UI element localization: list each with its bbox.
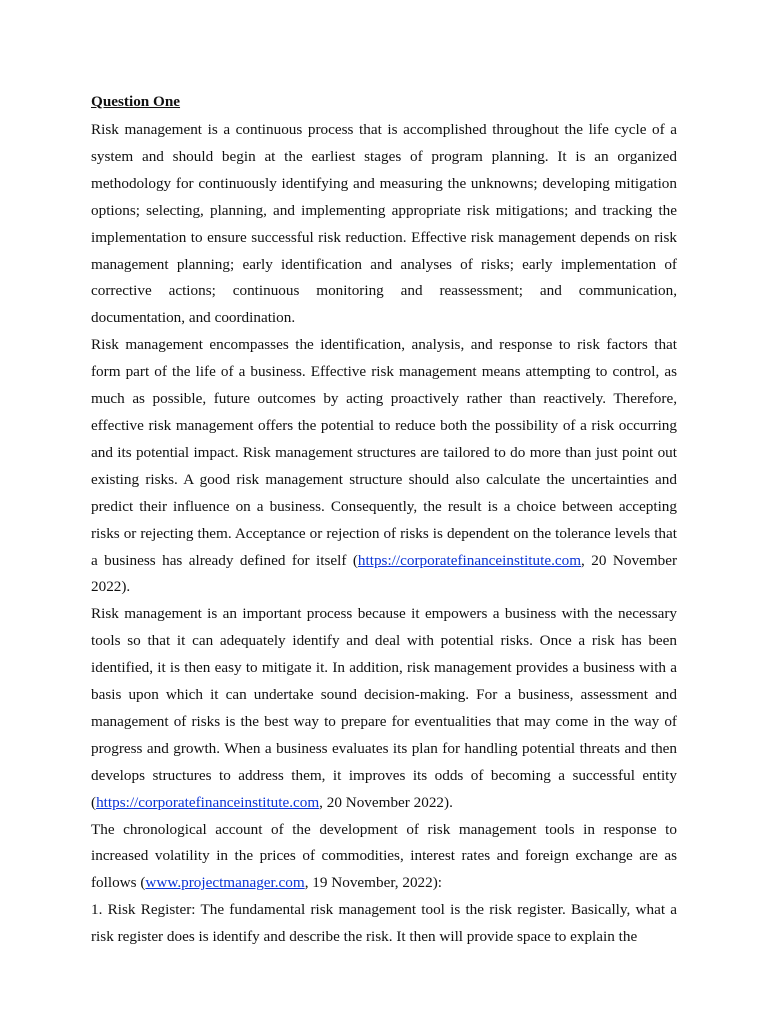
- paragraph-chronological-account: [91, 817, 677, 898]
- paragraph-text: Risk management is a continuous process that is accomplished throughout the life cycle of a system and should begin at the earliest stages of program planning. It is an organized methodology for continuously identifying and measuring the unknowns; developing mitigation options; selecting, planning, and implementing appropriate risk mitigations; and tracking the implementation to ensure successful risk reduction. Effective risk management depends on risk management planning; early identification and analyses of risks; early implementation of corrective actions; continuous monitoring and reassessment; and communication, documentation, and coordination.: [91, 121, 677, 327]
- paragraph-text: Risk management is an important process because it empowers a business with the necessary tools so that it can adequately identify and deal with potential risks. Once a risk has been identified, it is then easy to mitigate it. In addition, risk management provides a business with a basis upon which it can undertake sound decision-making. For a business, assessment and management of risks is the best way to prepare for eventualities that may come in the way of progress and growth. When a business evaluates its plan for handling potential threats and then develops structures to address them, it improves its odds of becoming a successful entity (: [91, 605, 677, 811]
- document-page: [91, 91, 677, 951]
- paragraph-risk-encompasses: [91, 332, 677, 601]
- paragraph-text: 1. Risk Register: The fundamental risk management tool is the risk register. Basically, what a risk register does is identify and describe the risk. It then will provide space to explain the: [91, 901, 677, 946]
- paragraph-text: The chronological account of the development of risk management tools in response to increased volatility in the prices of commodities, interest rates and foreign exchange are as follows (: [91, 820, 677, 892]
- paragraph-risk-definition: [91, 117, 677, 332]
- paragraph-text: , 20 November 2022).: [319, 793, 453, 811]
- paragraph-text: , 20 November 2022).: [91, 551, 677, 596]
- paragraph-risk-importance: [91, 601, 677, 816]
- question-heading: Question One: [91, 93, 181, 110]
- paragraph-text: , 19 November, 2022):: [304, 874, 443, 892]
- citation-link-cfi[interactable]: https://corporatefinanceinstitute.com: [96, 793, 320, 811]
- paragraph-text: Risk management encompasses the identification, analysis, and response to risk factors that form part of the life of a business. Effective risk management means attempting to control, as much as possible, future outcomes by acting proactively rather than reactively. Therefore, effective risk management offers the potential to reduce both the possibility of a risk occurring and its potential impact. Risk management structures are tailored to do more than just point out existing risks. A good risk management structure should also calculate the uncertainties and predict their influence on a business. Consequently, the result is a choice between accepting risks or rejecting them. Acceptance or rejection of risks is dependent on the tolerance levels that a business has already defined for itself (: [91, 336, 677, 569]
- citation-link-cfi[interactable]: https://corporatefinanceinstitute.com: [357, 551, 582, 569]
- citation-link-projectmanager[interactable]: www.projectmanager.com: [145, 874, 305, 892]
- paragraph-risk-register: [91, 897, 677, 951]
